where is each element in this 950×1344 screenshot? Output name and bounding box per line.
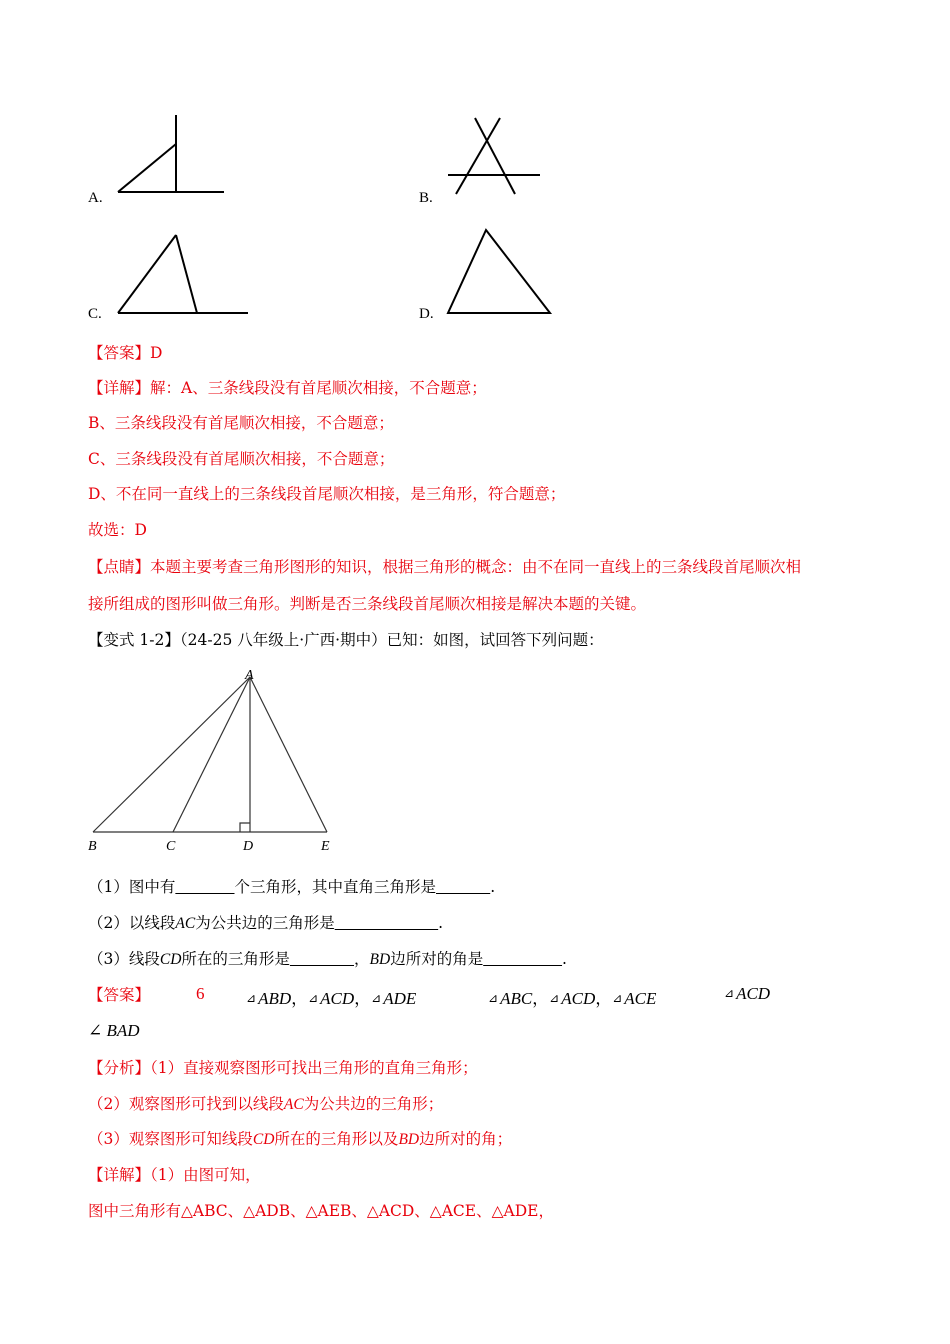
- option-a-label: A.: [88, 190, 103, 206]
- q2-sub3: [88, 949, 567, 970]
- point-label-e: E: [321, 839, 330, 854]
- q2-sub1: [88, 877, 495, 897]
- q2-analysis-line3: [88, 1129, 512, 1150]
- q2-sub2-mid: 为公共边的三角形是: [195, 914, 335, 932]
- q2-sub3-mid: 所在的三角形是: [181, 950, 290, 968]
- q2-analysis-line1: 【分析】（1）直接观察图形可找出三角形的直角三角形；: [88, 1059, 478, 1077]
- q2-answer-ac-3: ACE: [624, 989, 657, 1008]
- q2-answer-right-triangles: ⊿ ABD，⊿ ACD，⊿ ADE: [246, 989, 417, 1008]
- q2-sub2-end: .: [438, 914, 444, 932]
- q2-answer-ac-2: ACD: [561, 989, 596, 1008]
- q2-analysis-line2: [88, 1094, 443, 1115]
- q2-sub3-mid2: 边所对的角是: [390, 950, 484, 968]
- q2-sub2-seg: AC: [175, 915, 196, 932]
- option-c-label: C.: [88, 306, 102, 322]
- q2-answer-right-3: ADE: [383, 989, 417, 1008]
- q1-detail-line4: D、不在同一直线上的三条线段首尾顺次相接，是三角形，符合题意；: [88, 485, 566, 503]
- q1-answer: 【答案】D: [88, 344, 163, 362]
- q2-analysis-3-seg2: BD: [398, 1131, 420, 1148]
- q2-analysis-3-pre: （3）观察图形可知线段: [88, 1130, 253, 1148]
- q2-sub2-pre: （2）以线段: [88, 914, 176, 932]
- q2-sub2-blank[interactable]: [335, 914, 438, 932]
- q2-answer-angle: ∠ BAD: [88, 1021, 140, 1040]
- q1-detail-line1: 【详解】解：A、三条线段没有首尾顺次相接，不合题意；: [88, 379, 487, 397]
- q2-analysis-2-pre: （2）观察图形可找到以线段: [88, 1095, 284, 1113]
- q2-analysis-3-end: 边所对的角；: [419, 1130, 513, 1148]
- q2-sub3-seg: CD: [159, 951, 182, 968]
- option-d-label: D.: [419, 306, 434, 322]
- q2-sub3-sep: ，: [354, 950, 370, 968]
- q2-answer-count: 6: [196, 984, 205, 1003]
- option-b-figure: [440, 110, 550, 200]
- q2-analysis-2-end: 为公共边的三角形；: [303, 1095, 444, 1113]
- q2-answer-cd: ACD: [736, 984, 771, 1003]
- q2-sub1-mid: 个三角形，其中直角三角形是: [234, 878, 437, 896]
- q2-answer-label: 【答案】: [88, 986, 151, 1004]
- q1-detail-line5: 故选：D: [88, 521, 147, 539]
- q2-sub2: [88, 913, 443, 934]
- q2-header: 【变式 1-2】（24-25 八年级上·广西·期中）已知：如图，试回答下列问题：: [88, 631, 604, 649]
- q2-answer-right-1: ABD: [258, 989, 292, 1008]
- q2-sub1-blank2[interactable]: [436, 878, 490, 896]
- q1-point-line1: 【点睛】本题主要考查三角形图形的知识，根据三角形的概念：由不在同一直线上的三条线段首尾顺次相: [88, 558, 802, 576]
- q1-detail-line2: B、三条线段没有首尾顺次相接，不合题意；: [88, 414, 394, 432]
- q2-sub3-blank2[interactable]: [483, 950, 562, 968]
- q2-sub3-end: .: [562, 950, 567, 968]
- q2-sub1-end: .: [490, 878, 496, 896]
- q1-point-line2: 接所组成的图形叫做三角形。判断是否三条线段首尾顺次相接是解决本题的关键。: [88, 595, 647, 613]
- q2-sub3-pre: （3）线段: [88, 950, 160, 968]
- q2-sub3-blank1[interactable]: [290, 950, 354, 968]
- q2-sub1-blank1[interactable]: [175, 878, 234, 896]
- option-d-figure: [440, 222, 560, 322]
- q2-sub3-seg2: BD: [369, 951, 391, 968]
- option-a-figure: [110, 110, 230, 200]
- q2-sub1-pre: （1）图中有: [88, 878, 176, 896]
- q2-answer-cd-triangle: ⊿ ACD: [724, 984, 771, 1003]
- point-label-c: C: [166, 839, 176, 854]
- option-c-figure: [110, 225, 255, 325]
- q2-analysis-3-mid: 所在的三角形以及: [274, 1130, 399, 1148]
- q2-answer-ac-1: ABC: [500, 989, 533, 1008]
- q1-detail-line3: C、三条线段没有首尾顺次相接，不合题意；: [88, 450, 395, 468]
- q2-analysis-3-seg: CD: [252, 1131, 275, 1148]
- point-label-d: D: [243, 839, 254, 854]
- q2-answer-right-2: ACD: [320, 989, 355, 1008]
- q2-analysis-2-seg: AC: [283, 1096, 304, 1113]
- q2-triangle-figure: [85, 665, 345, 860]
- q2-answer-ac-triangles: ⊿ ABC，⊿ ACD，⊿ ACE: [488, 989, 657, 1008]
- q2-detail-line2: 图中三角形有△ABC、△ADB、△AEB、△ACD、△ACE、△ADE，: [88, 1202, 554, 1220]
- point-label-b: B: [88, 839, 97, 854]
- q2-detail-line1: 【详解】（1）由图可知，: [88, 1166, 261, 1184]
- option-b-label: B.: [419, 190, 433, 206]
- point-label-a: A: [245, 668, 254, 683]
